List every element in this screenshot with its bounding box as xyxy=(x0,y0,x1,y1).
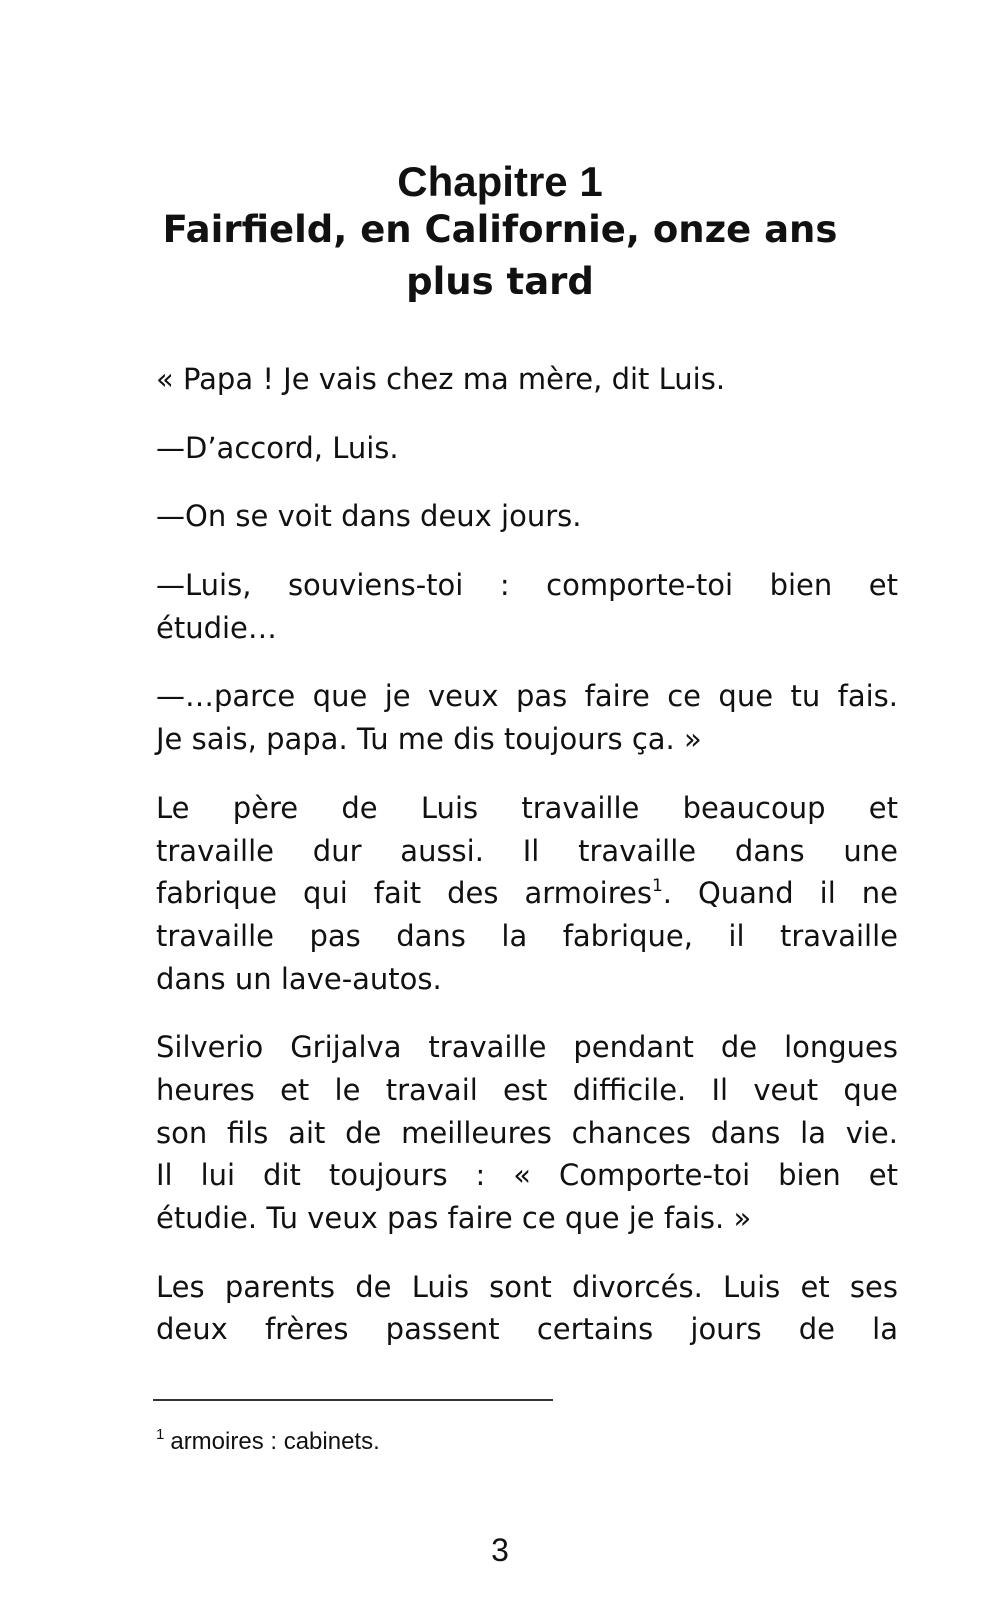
text-line: Il lui dit toujours : « Comporte-toi bien et xyxy=(156,1158,898,1193)
text-line: étudie. Tu veux pas faire ce que je fais. » xyxy=(156,1201,752,1235)
page-number: 3 xyxy=(491,1532,509,1568)
chapter-number: Chapitre 1 xyxy=(397,158,603,205)
text-line: heures et le travail est difficile. Il veut que xyxy=(156,1072,898,1107)
footnote-text: armoires : cabinets. xyxy=(170,1428,380,1455)
text-line: « Papa ! Je vais chez ma mère, dit Luis. xyxy=(156,362,726,396)
paragraph xyxy=(156,787,898,1000)
paragraph xyxy=(156,1026,898,1239)
text-line: —D’accord, Luis. xyxy=(156,430,399,465)
paragraph xyxy=(156,675,898,760)
text-line: travaille pas dans la fabrique, il travaille xyxy=(156,918,898,953)
footnote-reference[interactable]: 1 xyxy=(651,876,663,897)
text-line: travaille dur aussi. Il travaille dans une xyxy=(156,833,898,868)
text-line: —Luis, souviens-toi : comporte-toi bien et xyxy=(156,568,898,603)
text-line: Le père de Luis travaille beaucoup et xyxy=(156,790,898,825)
text-line: —On se voit dans deux jours. xyxy=(156,499,582,534)
text-line xyxy=(156,872,898,915)
body-text xyxy=(156,358,898,1377)
text-segment: . Quand il ne xyxy=(662,876,898,911)
text-segment: fabrique qui fait des armoires xyxy=(156,876,652,911)
text-line: Silverio Grijalva travaille pendant de longues xyxy=(156,1030,898,1065)
paragraph xyxy=(156,495,898,538)
paragraph xyxy=(156,358,898,401)
chapter-title-line-1: Fairfield, en Californie, onze ans xyxy=(162,208,838,251)
text-line: Les parents de Luis sont divorcés. Luis et ses xyxy=(156,1269,898,1304)
text-line: dans un lave-autos. xyxy=(156,961,442,996)
footnote-separator xyxy=(153,1399,553,1401)
paragraph xyxy=(156,564,898,649)
text-line: étudie… xyxy=(156,610,277,645)
chapter-title-line-2: plus tard xyxy=(406,260,594,303)
paragraph xyxy=(156,427,898,470)
paragraph xyxy=(156,1266,898,1351)
text-line: Je sais, papa. Tu me dis toujours ça. » xyxy=(156,722,702,757)
text-line: deux frères passent certains jours de la xyxy=(156,1312,898,1347)
text-line: son fils ait de meilleures chances dans la vie. xyxy=(156,1115,898,1150)
text-line: —…parce que je veux pas faire ce que tu fais. xyxy=(156,679,898,714)
footnote-marker: 1 xyxy=(156,1426,165,1443)
footnote xyxy=(156,1428,380,1456)
